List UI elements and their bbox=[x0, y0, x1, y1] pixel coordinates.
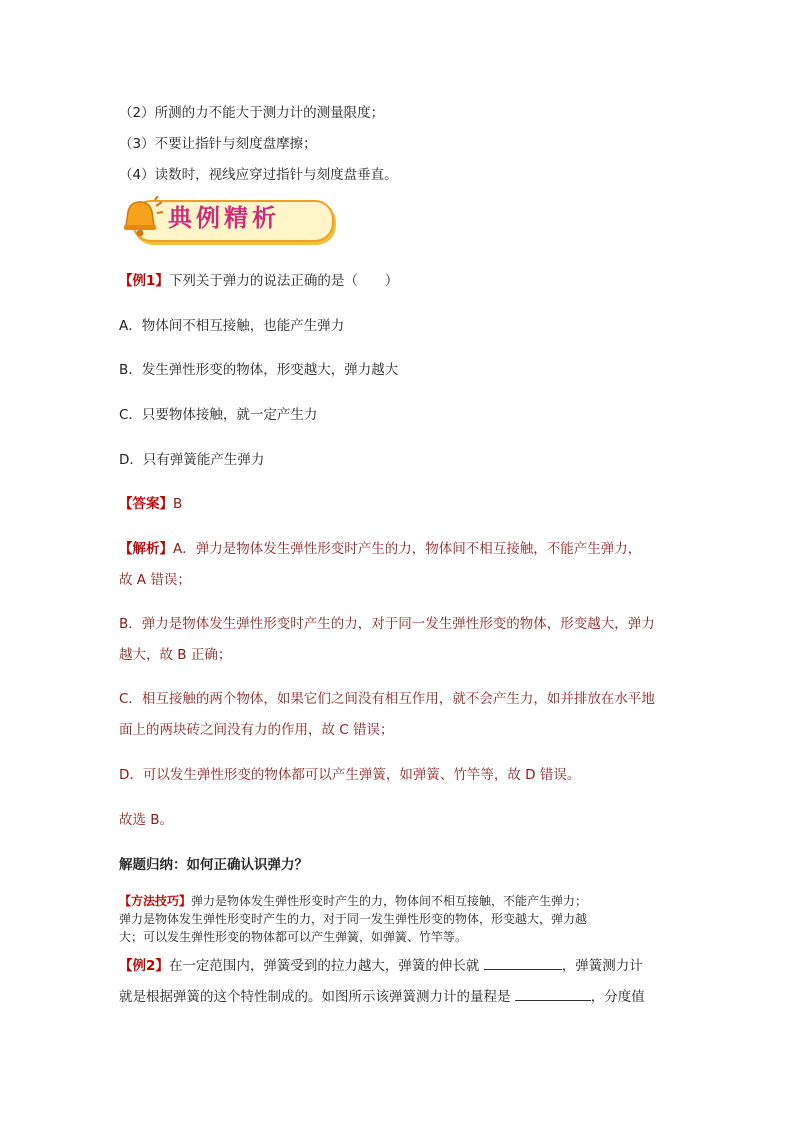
example2-text-2a: 就是根据弹簧的这个特性制成的。如图所示该弹簧测力计的量程是 bbox=[119, 989, 511, 1005]
conclusion-line: 故选 B。 bbox=[119, 812, 174, 828]
analysis-line-6: 面上的两块砖之间没有力的作用，故 C 错误； bbox=[119, 722, 394, 738]
option-a: A．物体间不相互接触，也能产生弹力 bbox=[119, 318, 345, 334]
method-line-3: 大；可以发生弹性形变的物体都可以产生弹簧，如弹簧、竹竿等。 bbox=[119, 930, 468, 944]
example2-text-1b: ，弹簧测力计 bbox=[561, 958, 643, 974]
method-line-2: 弹力是物体发生弹性形变时产生的力，对于同一发生弹性形变的物体，形变越大，弹力越 bbox=[119, 912, 588, 926]
example2-text-1a: 在一定范围内，弹簧受到的拉力越大，弹簧的伸长就 bbox=[168, 958, 480, 974]
example2-line-2 bbox=[119, 986, 645, 1007]
analysis-line-4: 越大，故 B 正确； bbox=[119, 647, 232, 663]
answer-line bbox=[119, 494, 182, 514]
example2-label: 【例2】 bbox=[119, 958, 169, 974]
example1-question bbox=[119, 271, 398, 291]
option-c: C．只要物体接触，就一定产生力 bbox=[119, 407, 318, 423]
answer-value: B bbox=[173, 496, 183, 512]
answer-label: 【答案】 bbox=[119, 496, 173, 512]
banner-title: 典例精析 bbox=[168, 203, 280, 232]
method-label: 【方法技巧】 bbox=[119, 894, 192, 908]
method-line-1 bbox=[119, 893, 587, 910]
analysis-line-5: C．相互接触的两个物体，如果它们之间没有相互作用，就不会产生力，如并排放在水平地 bbox=[119, 691, 655, 707]
example1-question-text: 下列关于弹力的说法正确的是（ ） bbox=[168, 273, 399, 289]
example2-line-1 bbox=[119, 955, 643, 976]
blank-field-1[interactable] bbox=[484, 955, 562, 970]
note-line-4: （4）读数时，视线应穿过指针与刻度盘垂直。 bbox=[119, 167, 398, 183]
analysis-line-2: 故 A 错误； bbox=[119, 572, 191, 588]
option-d: D．只有弹簧能产生弹力 bbox=[119, 452, 265, 468]
section-banner bbox=[120, 196, 332, 244]
blank-field-2[interactable] bbox=[515, 986, 591, 1001]
analysis-text-1: A．弹力是物体发生弹性形变时产生的力，物体间不相互接触，不能产生弹力， bbox=[173, 541, 642, 557]
analysis-line-3: B．弹力是物体发生弹性形变时产生的力，对于同一发生弹性形变的物体，形变越大，弹力 bbox=[119, 616, 655, 632]
method-text-1: 弹力是物体发生弹性形变时产生的力，物体间不相互接触，不能产生弹力； bbox=[191, 894, 588, 908]
example1-label: 【例1】 bbox=[119, 273, 169, 289]
bell-icon bbox=[120, 196, 164, 242]
analysis-line-1 bbox=[119, 539, 641, 559]
note-line-3: （3）不要让指针与刻度盘摩擦； bbox=[119, 136, 317, 152]
analysis-line-7: D．可以发生弹性形变的物体都可以产生弹簧，如弹簧、竹竿等，故 D 错误。 bbox=[119, 767, 581, 783]
analysis-label: 【解析】 bbox=[119, 541, 173, 557]
option-b: B．发生弹性形变的物体，形变越大，弹力越大 bbox=[119, 362, 399, 378]
example2-text-2b: ，分度值 bbox=[590, 989, 645, 1005]
summary-heading: 解题归纳：如何正确认识弹力？ bbox=[119, 857, 308, 873]
note-line-2: （2）所测的力不能大于测力计的测量限度； bbox=[119, 105, 385, 121]
